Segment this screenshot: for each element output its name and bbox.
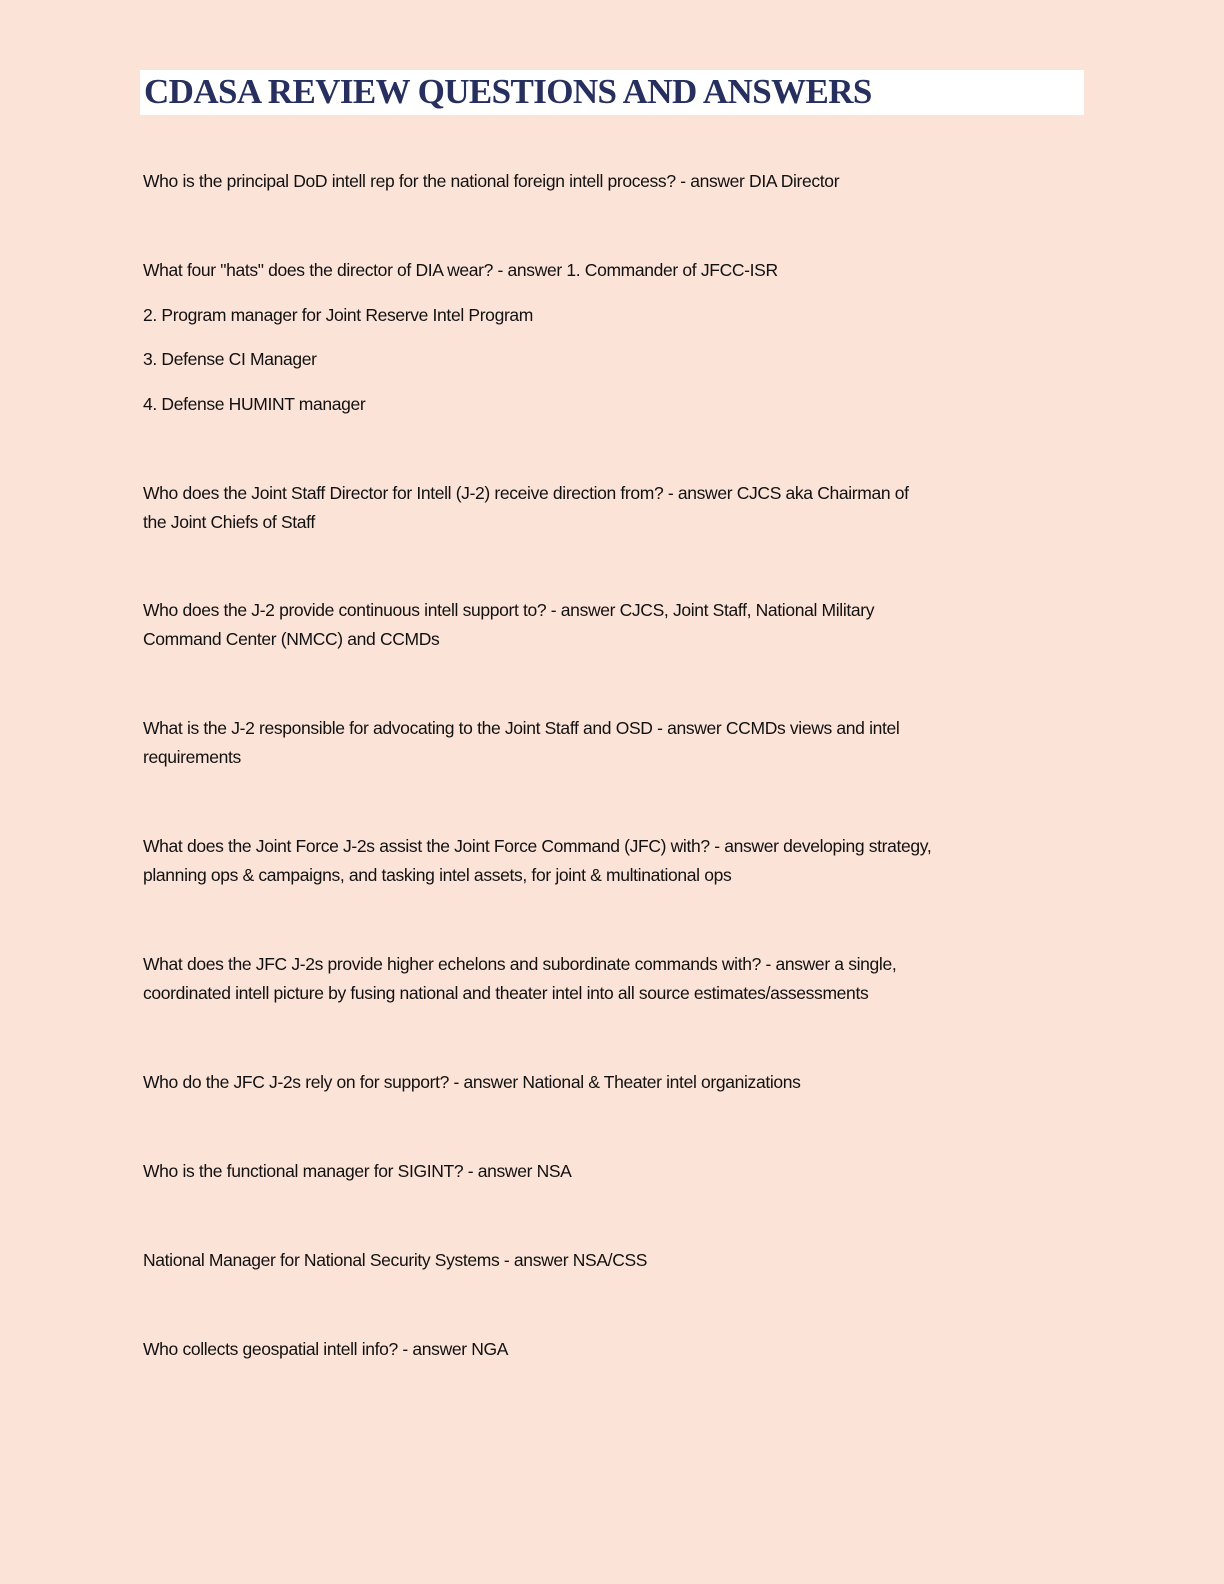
qa-line: What is the J-2 responsible for advocating to the Joint Staff and OSD - answer CCMDs views and intel [143, 718, 900, 738]
qa-line: What does the Joint Force J-2s assist the Joint Force Command (JFC) with? - answer developing strategy, [143, 836, 932, 856]
qa-item [143, 345, 317, 374]
qa-line: Who does the J-2 provide continuous intell support to? - answer CJCS, Joint Staff, National Military [143, 600, 875, 620]
qa-line: Who is the principal DoD intell rep for the national foreign intell process? - answer DIA Director [143, 171, 840, 191]
qa-item [143, 479, 909, 537]
qa-item [143, 1068, 801, 1097]
qa-line: requirements [143, 747, 241, 767]
qa-line: Who collects geospatial intell info? - answer NGA [143, 1339, 509, 1359]
qa-line: 4. Defense HUMINT manager [143, 394, 366, 414]
qa-line: coordinated intell picture by fusing national and theater intel into all source estimates/assessments [143, 983, 869, 1003]
qa-line: What does the JFC J-2s provide higher echelons and subordinate commands with? - answer a single, [143, 954, 897, 974]
qa-line: National Manager for National Security Systems - answer NSA/CSS [143, 1250, 648, 1270]
qa-item [143, 832, 931, 890]
qa-item [143, 256, 778, 285]
qa-line: Who does the Joint Staff Director for Intell (J-2) receive direction from? - answer CJCS aka Chairman of [143, 483, 909, 503]
document-title: CDASA REVIEW QUESTIONS AND ANSWERS [144, 72, 872, 111]
qa-item [143, 390, 365, 419]
qa-line: 2. Program manager for Joint Reserve Intel Program [143, 305, 534, 325]
qa-line: the Joint Chiefs of Staff [143, 512, 315, 532]
qa-item [143, 1246, 647, 1275]
qa-item [143, 1157, 572, 1186]
qa-line: planning ops & campaigns, and tasking intel assets, for joint & multinational ops [143, 865, 732, 885]
qa-item [143, 1335, 508, 1364]
qa-line: Who do the JFC J-2s rely on for support? - answer National & Theater intel organizations [143, 1072, 801, 1092]
qa-line: 3. Defense CI Manager [143, 349, 317, 369]
qa-item [143, 714, 899, 772]
title-banner [140, 70, 1084, 115]
qa-line: Command Center (NMCC) and CCMDs [143, 629, 440, 649]
qa-item [143, 596, 874, 654]
qa-item [143, 950, 896, 1008]
qa-line: Who is the functional manager for SIGINT? - answer NSA [143, 1161, 572, 1181]
qa-item [143, 167, 839, 196]
qa-line: What four "hats" does the director of DIA wear? - answer 1. Commander of JFCC-ISR [143, 260, 778, 280]
qa-item [143, 301, 533, 330]
